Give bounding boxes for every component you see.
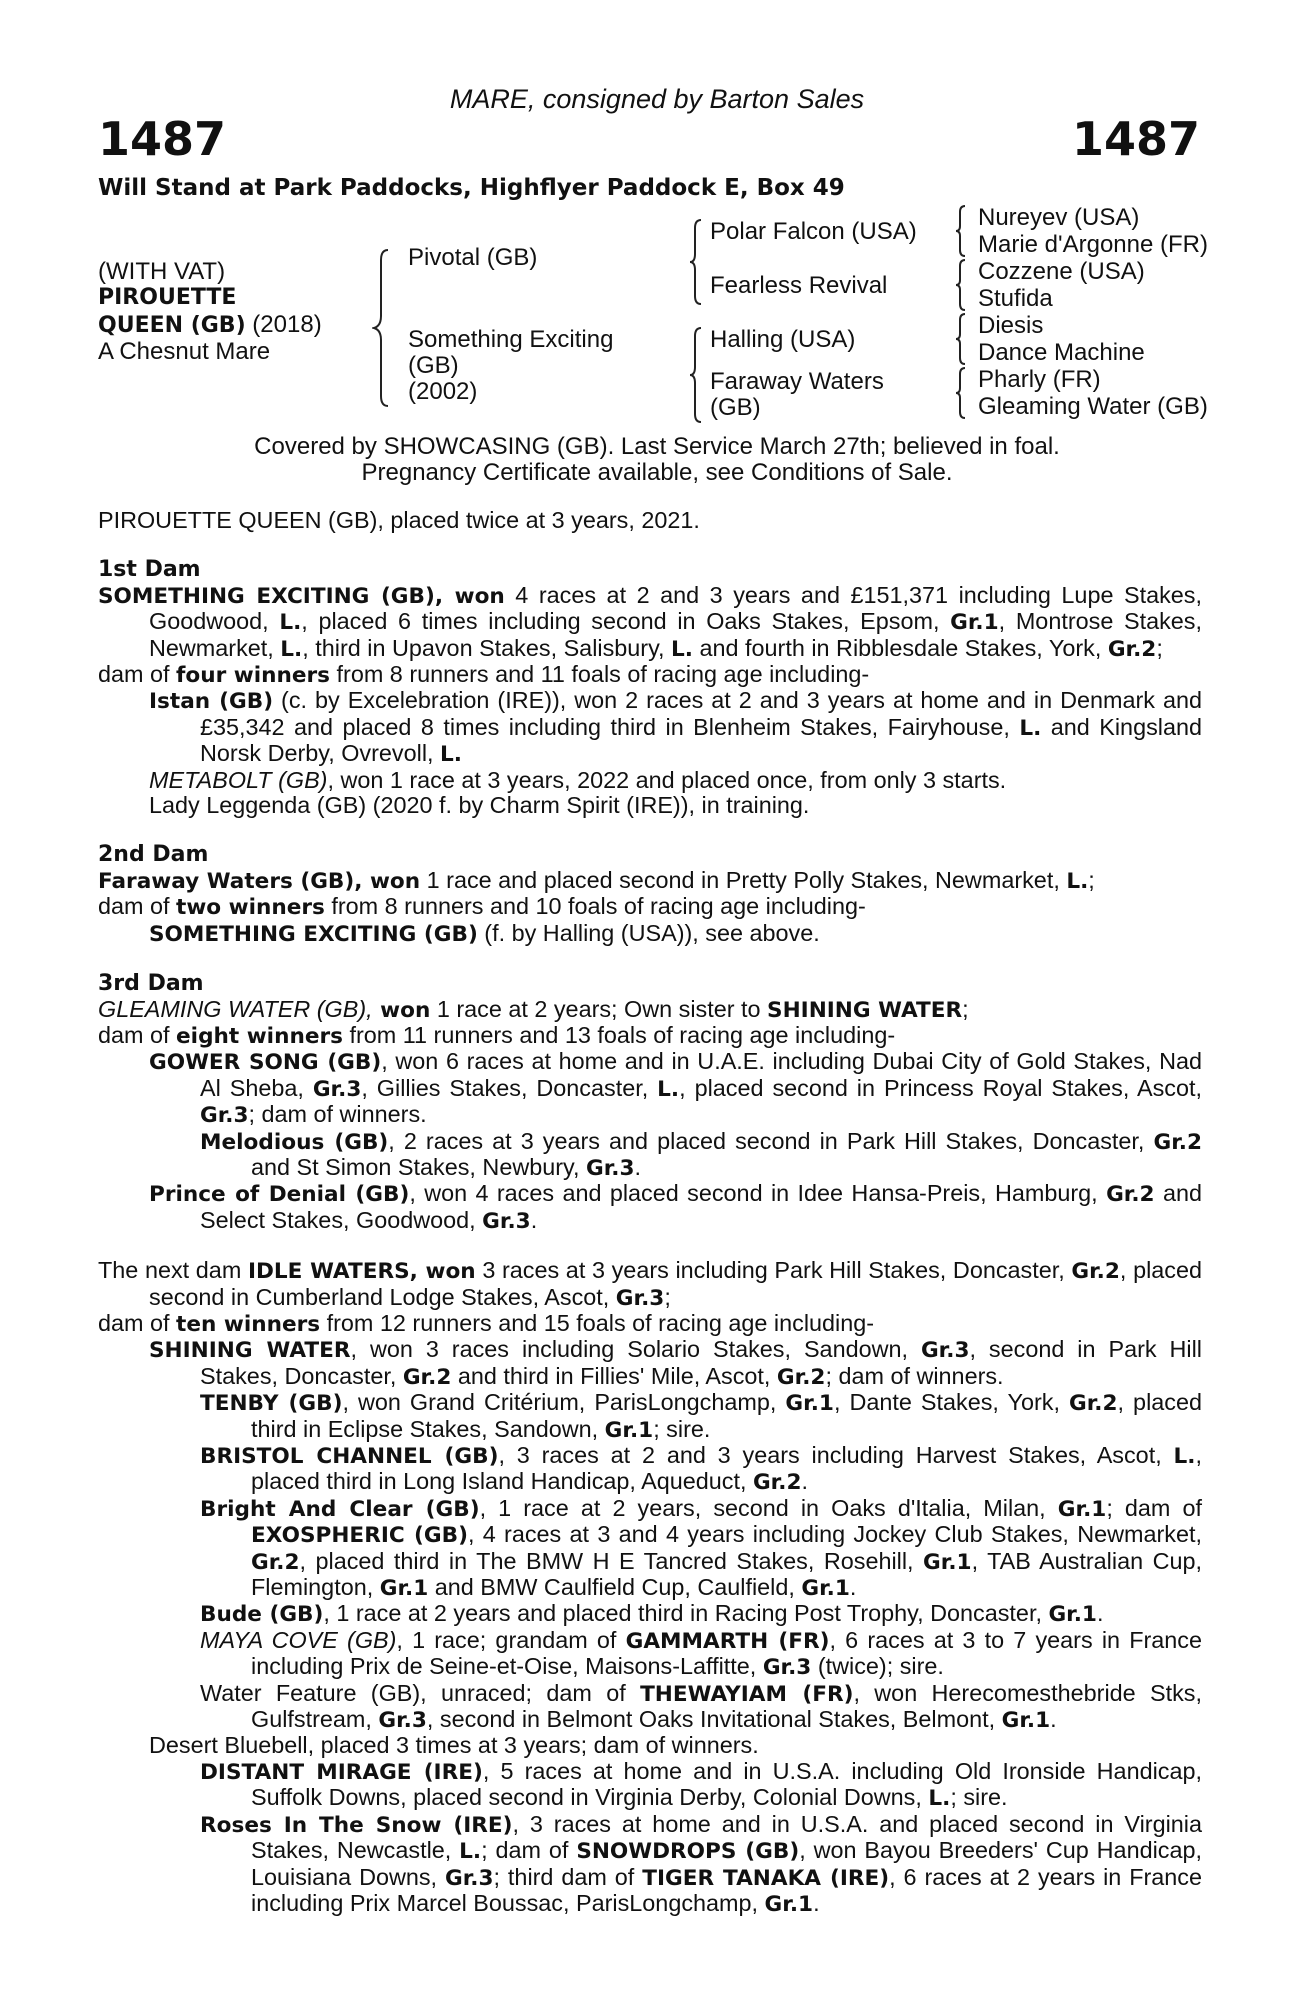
dam-name: SOMETHING EXCITING (GB) [98,583,435,609]
progeny-water-feature: Water Feature (GB), unraced; dam of THEWAYIAM (FR), won Herecomesthebride Stks, Gulfstream, Gr.3, second in Belmont Oaks Invitational Stakes, Belmont, Gr.1. [200,1679,1202,1734]
progeny-metabolt: METABOLT (GB), won 1 race at 3 years, 2022 and placed once, from only 3 starts. [149,766,1007,793]
next-dam-entry: The next dam IDLE WATERS, won 3 races at 3 years including Park Hill Stakes, Doncaster, Gr.2, placed second in Cumberland Lodge Stakes, Ascot, Gr.3; [98,1257,1202,1311]
gen3-ancestor-4: Stufida [978,285,1053,312]
stand-location: Will Stand at Park Paddocks, Highflyer Paddock E, Box 49 [98,175,845,201]
gen3-brace-4 [954,366,968,420]
dam-name-line3: (2002) [408,378,478,405]
progeny-shining-water: SHINING WATER, won 3 races including Solario Stakes, Sandown, Gr.3, second in Park Hill Stakes, Doncaster, Gr.2 and third in Fillies' Mile, Ascot, Gr.2; dam of winners. [149,1336,1202,1390]
progeny-lady-leggenda: Lady Leggenda (GB) (2020 f. by Charm Spirit (IRE)), in training. [149,792,810,819]
won-label: , won [434,583,505,609]
catalogue-body [98,508,1202,1917]
lot-number-right: 1487 [1071,112,1200,166]
progeny-bristol-channel: BRISTOL CHANNEL (GB), 3 races at 2 and 3 years including Harvest Stakes, Ascot, L., placed third in Long Island Handicap, Aqueduct, Gr.2. [200,1442,1202,1496]
lot-number-left: 1487 [98,112,227,166]
horse-name-line1: PIROUETTE [98,285,237,310]
progeny-distant-mirage: DISTANT MIRAGE (IRE), 5 races at home and in U.S.A. including Old Ironside Handicap, Suffolk Downs, placed second in Virginia Derby, Colonial Downs, L.; sire. [200,1757,1202,1812]
gen3-ancestor-7: Pharly (FR) [978,366,1101,393]
dam-line-brace [688,326,704,424]
first-dam-produce-summary: dam of four winners from 8 runners and 11 foals of racing age including- [98,661,870,689]
gen3-ancestor-3: Cozzene (USA) [978,258,1145,285]
progeny-istan: Istan (GB) (c. by Excelebration (IRE)), won 2 races at 2 and 3 years at home and in Denmark and £35,342 and placed 8 times including third in Blenheim Stakes, Fairyhouse, L. and Kingsland Norsk Derby, Ovrevoll, L. [149,687,1202,768]
gen3-brace-2 [954,258,968,312]
first-dam-entry: SOMETHING EXCITING (GB), won 4 races at 2 and 3 years and £151,371 including Lupe Stakes, Goodwood, L., placed 6 times including second in Oaks Stakes, Epsom, Gr.1, Montrose Stakes, Newmarket, L., third in Upavon Stakes, Salisbury, L. and fourth in Ribblesdale Stakes, York, Gr.2; [98,581,1202,662]
first-dam-heading: 1st Dam [98,557,201,583]
next-dam-produce-summary: dam of ten winners from 12 runners and 15 foals of racing age including- [98,1309,875,1337]
gen3-ancestor-2: Marie d'Argonne (FR) [978,231,1208,258]
third-dam-heading: 3rd Dam [98,971,204,997]
second-dam-produce-summary: dam of two winners from 8 runners and 10 foals of racing age including- [98,893,866,921]
gen3-brace-1 [954,204,968,258]
maternal-granddam-line1: Faraway Waters [710,368,884,395]
paternal-grandsire: Polar Falcon (USA) [710,218,917,245]
horse-name: QUEEN (GB) [98,313,246,338]
horse-description: A Chesnut Mare [98,338,271,365]
covering-note: Covered by SHOWCASING (GB). Last Service March 27th; believed in foal. [254,433,1060,460]
second-dam-heading: 2nd Dam [98,842,209,868]
progeny-maya-cove: MAYA COVE (GB), 1 race; grandam of GAMMARTH (FR), 6 races at 3 to 7 years in France including Prix de Seine-et-Oise, Maisons-Laffitte, Gr.3 (twice); sire. [200,1626,1203,1681]
gen3-ancestor-8: Gleaming Water (GB) [978,393,1208,420]
progeny-tenby: TENBY (GB), won Grand Critérium, ParisLongchamp, Gr.1, Dante Stakes, York, Gr.2, placed third in Eclipse Stakes, Sandown, Gr.1; sire. [200,1389,1202,1443]
progeny-roses-in-the-snow: Roses In The Snow (IRE), 3 races at home and in U.S.A. and placed second in Virginia Stakes, Newcastle, L.; dam of SNOWDROPS (GB), won Bayou Breeders' Cup Handicap, Louisiana Downs, Gr.3; third dam of TIGER TANAKA (IRE), 6 races at 2 years in France including Prix Marcel Boussac, ParisLongchamp, Gr.1. [200,1810,1202,1917]
gen3-ancestor-5: Diesis [978,312,1044,339]
third-dam-entry: GLEAMING WATER (GB), won 1 race at 2 years; Own sister to SHINING WATER; [98,995,969,1023]
progeny-bright-and-clear: Bright And Clear (GB), 1 race at 2 years, second in Oaks d'Italia, Milan, Gr.1; dam of EXOSPHERIC (GB), 4 races at 3 and 4 years including Jockey Club Stakes, Newmarket, Gr.2, placed third in The BMW H E Tancred Stakes, Rosehill, Gr.1, TAB Australian Cup, Flemington, Gr.1 and BMW Caulfield Cup, Caulfield, Gr.1. [200,1494,1202,1602]
progeny-something-exciting: SOMETHING EXCITING (GB) (f. by Halling (USA)), see above. [149,919,820,947]
dam-name-line1: Something Exciting [408,326,614,353]
paternal-granddam: Fearless Revival [710,272,888,299]
maternal-granddam-line2: (GB) [710,394,761,421]
sire-dam-brace [372,248,392,408]
pregnancy-note: Pregnancy Certificate available, see Conditions of Sale. [361,459,953,486]
progeny-desert-bluebell: Desert Bluebell, placed 3 times at 3 years; dam of winners. [149,1732,759,1759]
progeny-bude: Bude (GB), 1 race at 2 years and placed third in Racing Post Trophy, Doncaster, Gr.1. [200,1600,1104,1628]
progeny-melodious: Melodious (GB), 2 races at 3 years and placed second in Park Hill Stakes, Doncaster, Gr.2 and St Simon Stakes, Newbury, Gr.3. [200,1127,1202,1181]
progeny-gower-song: GOWER SONG (GB), won 6 races at home and in U.A.E. including Dubai City of Gold Stakes, Nad Al Sheba, Gr.3, Gillies Stakes, Doncaster, L., placed second in Princess Royal Stakes, Ascot, Gr.3; dam of winners. [149,1048,1202,1129]
gen3-brace-3 [954,312,968,366]
vat-label: (WITH VAT) [98,258,226,285]
intro-line: PIROUETTE QUEEN (GB), placed twice at 3 years, 2021. [98,507,700,533]
consignment-line: MARE, consigned by Barton Sales [449,84,865,114]
dam-name-line2: (GB) [408,352,459,379]
progeny-prince-of-denial: Prince of Denial (GB), won 4 races and placed second in Idee Hansa-Preis, Hamburg, Gr.2 and Select Stakes, Goodwood, Gr.3. [149,1180,1202,1234]
sire-name: Pivotal (GB) [408,244,538,271]
foaling-year: (2018) [245,311,322,338]
third-dam-produce-summary: dam of eight winners from 11 runners and 13 foals of racing age including- [98,1021,896,1049]
gen3-ancestor-1: Nureyev (USA) [978,204,1140,231]
horse-name-line2 [98,311,322,340]
second-dam-entry: Faraway Waters (GB), won 1 race and placed second in Pretty Polly Stakes, Newmarket, L.; [98,866,1095,894]
maternal-grandsire: Halling (USA) [710,326,856,353]
gen3-ancestor-6: Dance Machine [978,339,1145,366]
sire-line-brace [688,218,704,306]
